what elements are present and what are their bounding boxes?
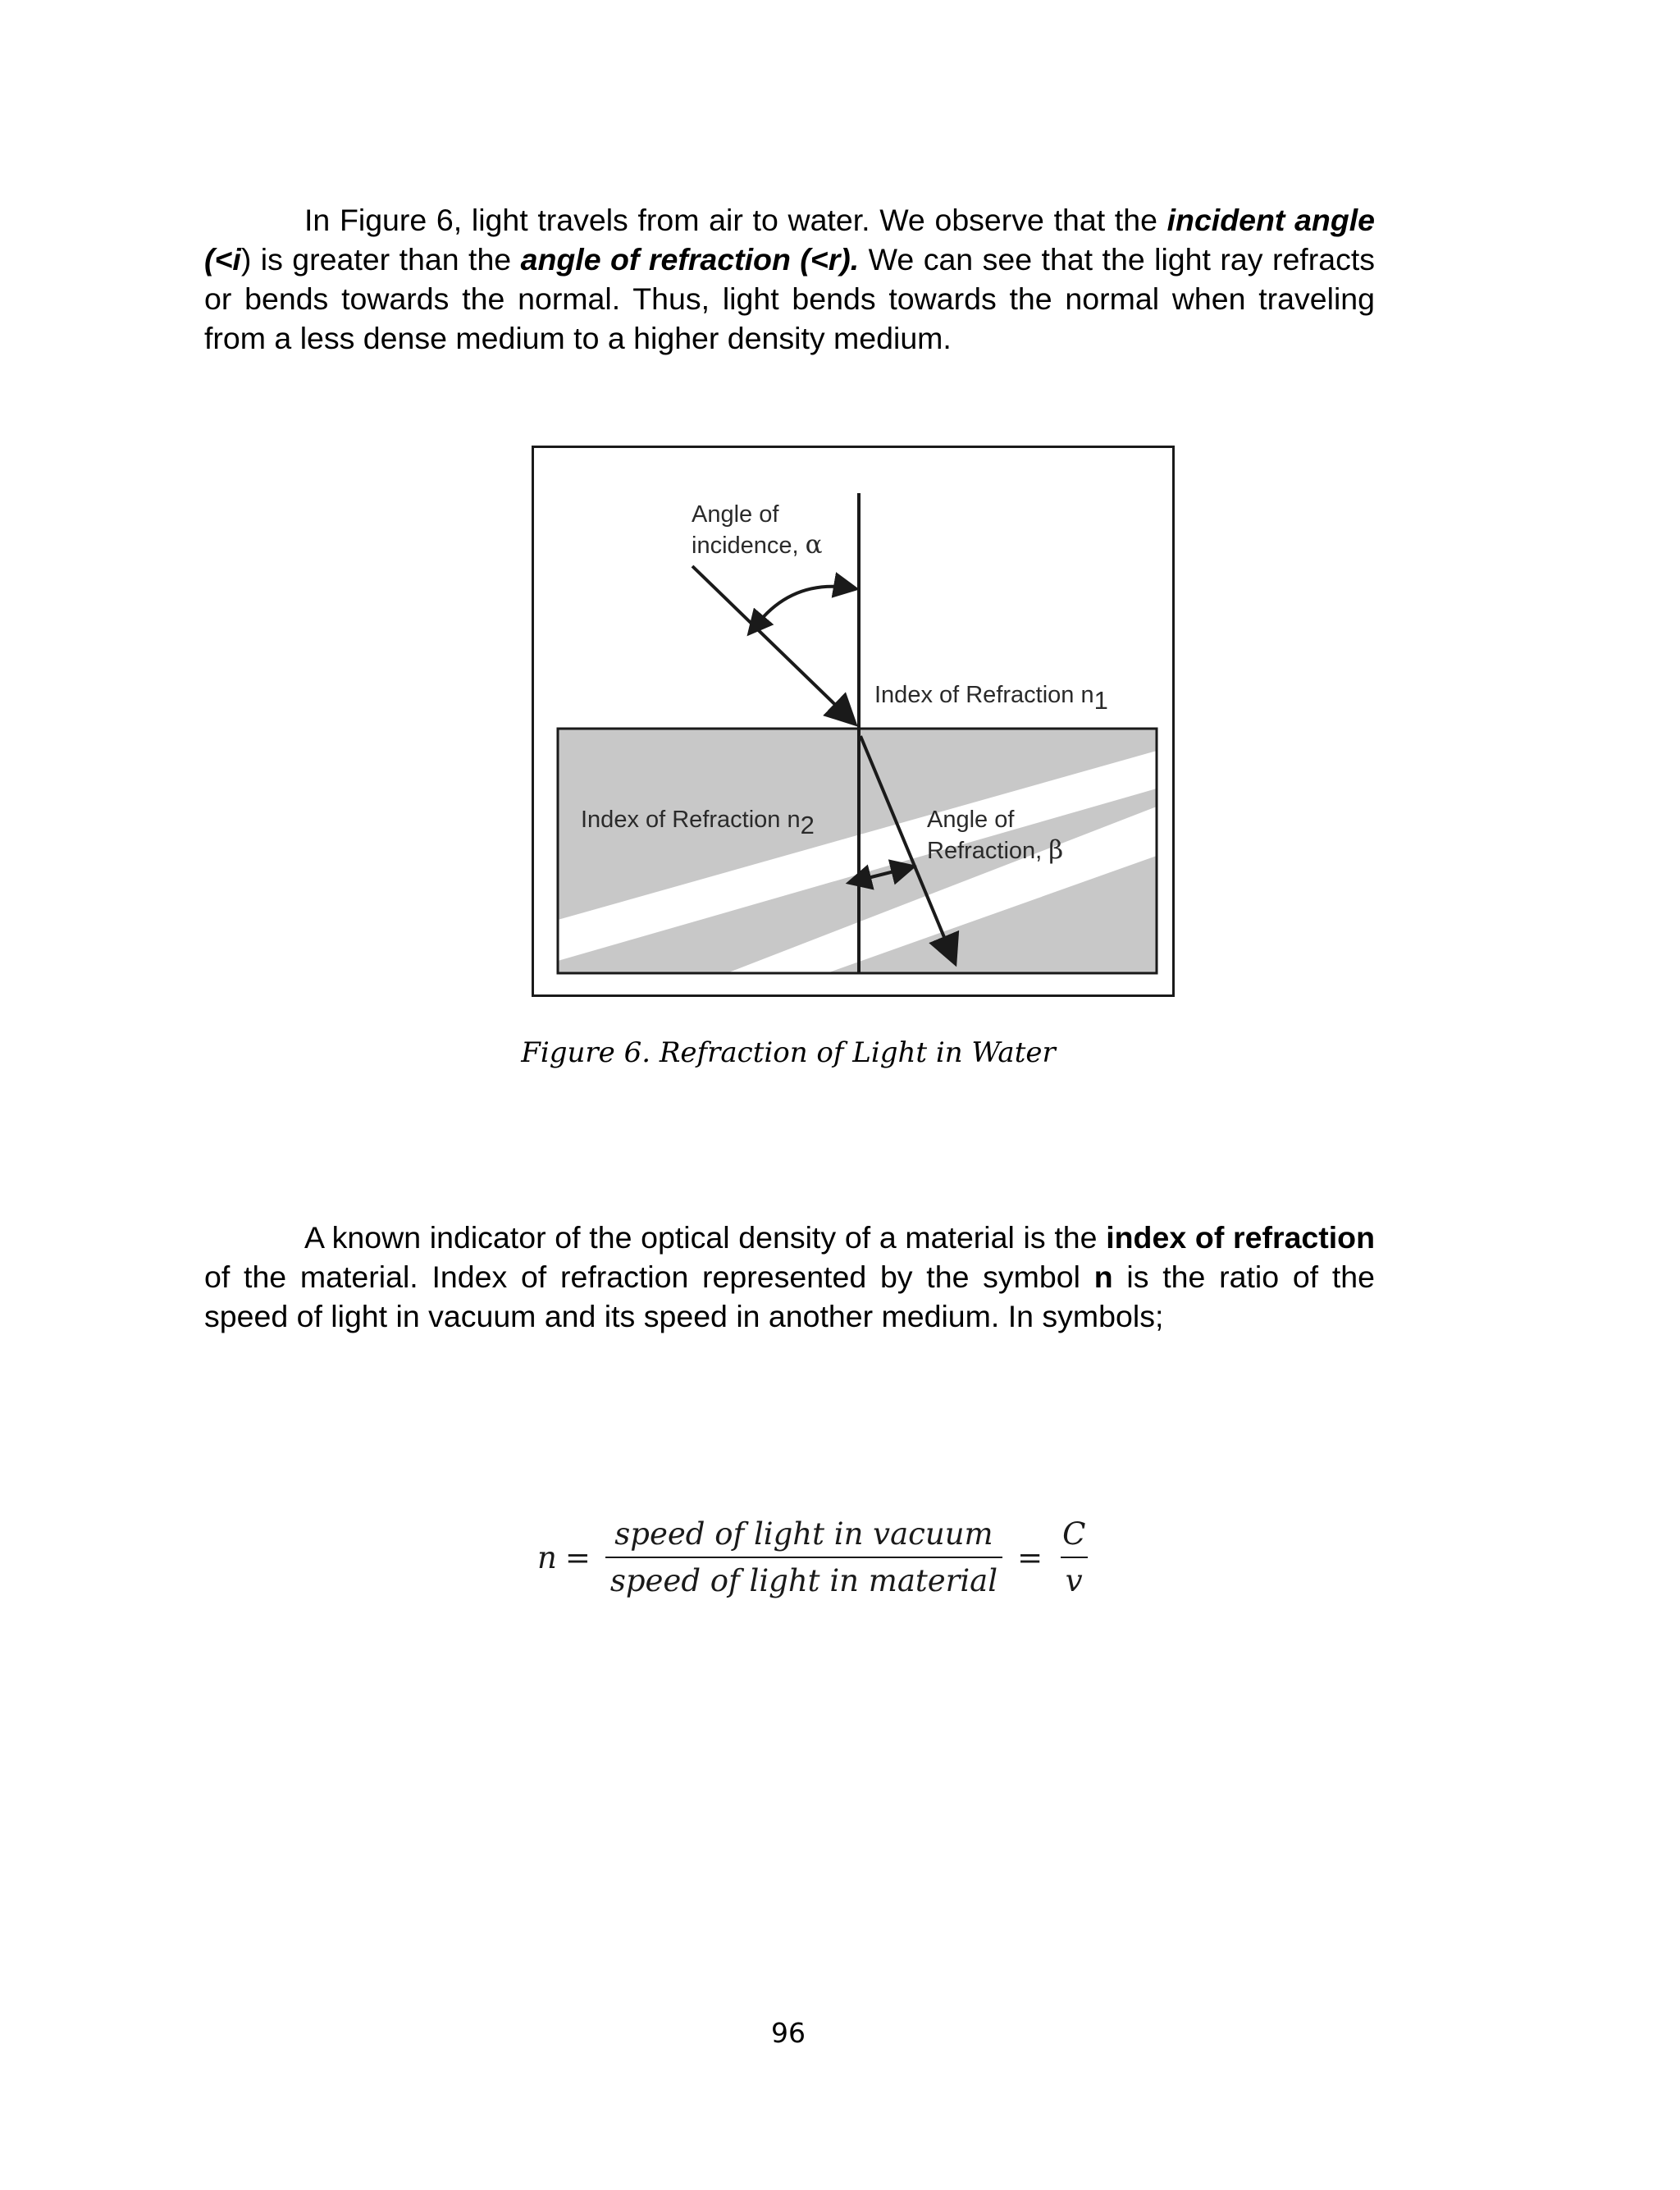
n1-label: Index of Refraction n1	[874, 682, 1108, 715]
n2-subscript: 2	[800, 811, 815, 839]
incidence-label-line1: Angle of	[692, 501, 779, 528]
refraction-diagram	[532, 446, 1175, 997]
refraction-label-line2: Refraction, β	[927, 835, 1064, 865]
term-angle-of-refraction: angle of refraction (<r).	[520, 242, 860, 277]
n1-subscript: 1	[1093, 686, 1108, 715]
paragraph-index-of-refraction	[204, 1218, 1375, 1336]
beta-symbol: β	[1048, 835, 1064, 865]
formula-equals: =	[564, 1539, 591, 1575]
para2-text-2: of the material. Index of refraction represented by the symbol	[204, 1260, 1094, 1294]
formula-v: v	[1061, 1557, 1088, 1598]
formula-c: C	[1062, 1516, 1086, 1552]
term-incident-angle-i: i	[232, 242, 241, 277]
para2-text-1: A known indicator of the optical density of a material is the	[304, 1220, 1107, 1255]
formula-fraction-cv	[1057, 1516, 1090, 1598]
n2-label: Index of Refraction n2	[581, 807, 815, 839]
formula-denominator: speed of light in material	[605, 1557, 1002, 1598]
refraction-diagram-svg	[532, 446, 1175, 997]
para2-text-3: is the ratio of the speed of light in vacuum and its speed in another medium. In symbols;	[204, 1260, 1375, 1333]
formula-fraction-speeds	[605, 1516, 1002, 1598]
paragraph-refraction-air-water	[204, 200, 1375, 358]
formula-lhs: n	[537, 1539, 557, 1575]
alpha-symbol: α	[805, 530, 823, 560]
para1-text-3: We can see that the light ray refracts or bends towards the normal. Thus, light bends towards the normal when traveling from a less dense medium to a higher density medium.	[204, 242, 1375, 355]
term-incident-angle: incident angle (<	[204, 203, 1376, 277]
incidence-label-line2: incidence, α	[692, 530, 823, 560]
para1-text-2: ) is greater than the	[240, 242, 521, 277]
para1-text-1: In Figure 6, light travels from air to water. We observe that the	[304, 203, 1167, 237]
figure-caption: Figure 6. Refraction of Light in Water	[521, 1036, 1056, 1069]
formula-equals-2: =	[1017, 1539, 1043, 1575]
refraction-index-formula	[537, 1496, 1097, 1619]
term-n: n	[1093, 1260, 1113, 1294]
term-index-of-refraction: index of refraction	[1106, 1220, 1376, 1255]
refraction-label-line1: Angle of	[927, 807, 1015, 833]
formula-numerator: speed of light in vacuum	[614, 1516, 993, 1552]
page-number: 96	[771, 2017, 806, 2049]
